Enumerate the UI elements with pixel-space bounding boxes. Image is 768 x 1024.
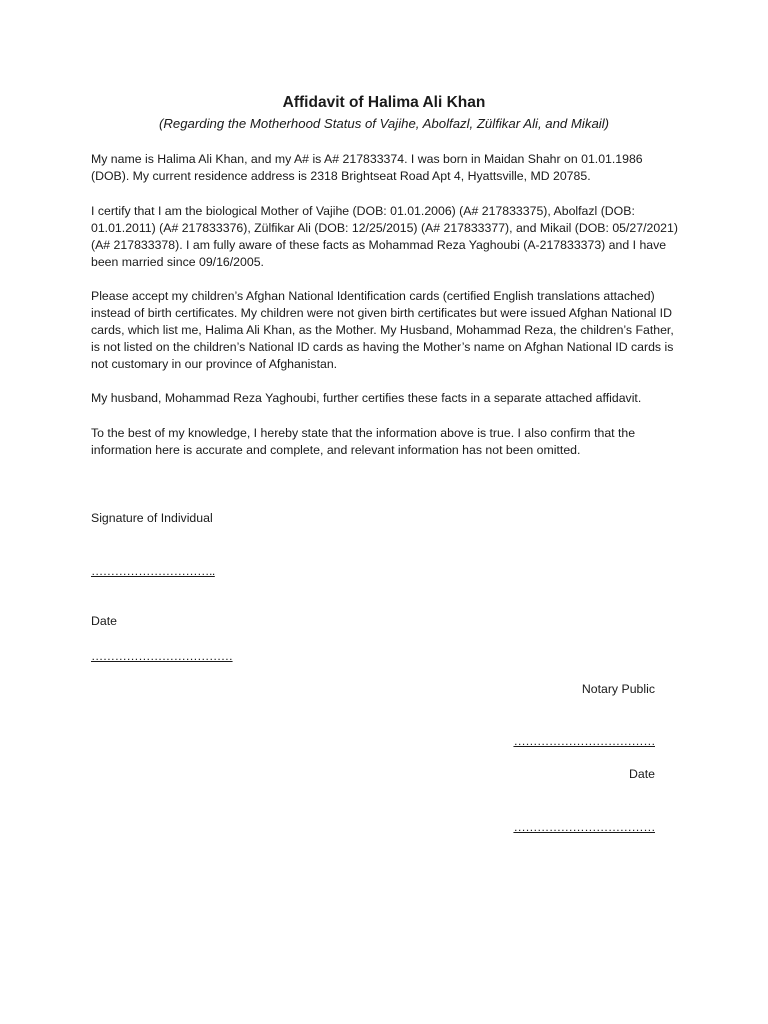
notary-signature-line: ……………………………… (513, 734, 655, 748)
document-title: Affidavit of Halima Ali Khan (282, 94, 486, 111)
notary-date-label: Date (629, 767, 655, 781)
paragraph-id-cards: Please accept my children’s Afghan National Identification cards (certified English translations attached) instead of birth certificates. My children were not given birth certificates but were issued Afghan National ID cards, which list me, Halima Ali Khan, as the Mother. My Husband, Mohammad Reza, the children’s Father, is not listed on the children’s National ID cards as having the Mother’s name on Afghan National ID cards is not customary in our province of Afghanistan. (91, 289, 674, 371)
notary-public-label: Notary Public (581, 682, 655, 696)
paragraph-identity: My name is Halima Ali Khan, and my A# is A# 217833374. I was born in Maidan Shahr on 01.01.1986 (DOB). My current residence address is 2318 Brightseat Road Apt 4, Hyattsville, MD 20785. (91, 152, 643, 183)
paragraph-husband: My husband, Mohammad Reza Yaghoubi, further certifies these facts in a separate attached affidavit. (91, 391, 642, 405)
signature-line: ………………………….. (91, 564, 215, 578)
document-subtitle: (Regarding the Motherhood Status of Vajihe, Abolfazl, Zülfikar Ali, and Mikail) (158, 116, 610, 131)
notary-date-line: ……………………………… (513, 820, 655, 834)
signature-label: Signature of Individual (91, 511, 213, 525)
paragraph-children: I certify that I am the biological Mother of Vajihe (DOB: 01.01.2006) (A# 217833375), Abolfazl (DOB: 01.01.2011) (A# 217833376), Zülfikar Ali (DOB: 12/25/2015) (A# 217833377), and Mikail (DOB: 05/27/2021) (A# 217833378). I am fully aware of these facts as Mohammad Reza Yaghoubi (A-217833373) and I have been married since 09/16/2005. (91, 204, 678, 269)
date-label: Date (91, 614, 117, 628)
paragraph-attestation: To the best of my knowledge, I hereby state that the information above is true. I also confirm that the information here is accurate and complete, and relevant information has not been omitted. (91, 426, 636, 457)
date-line: ……………………………… (91, 649, 233, 663)
